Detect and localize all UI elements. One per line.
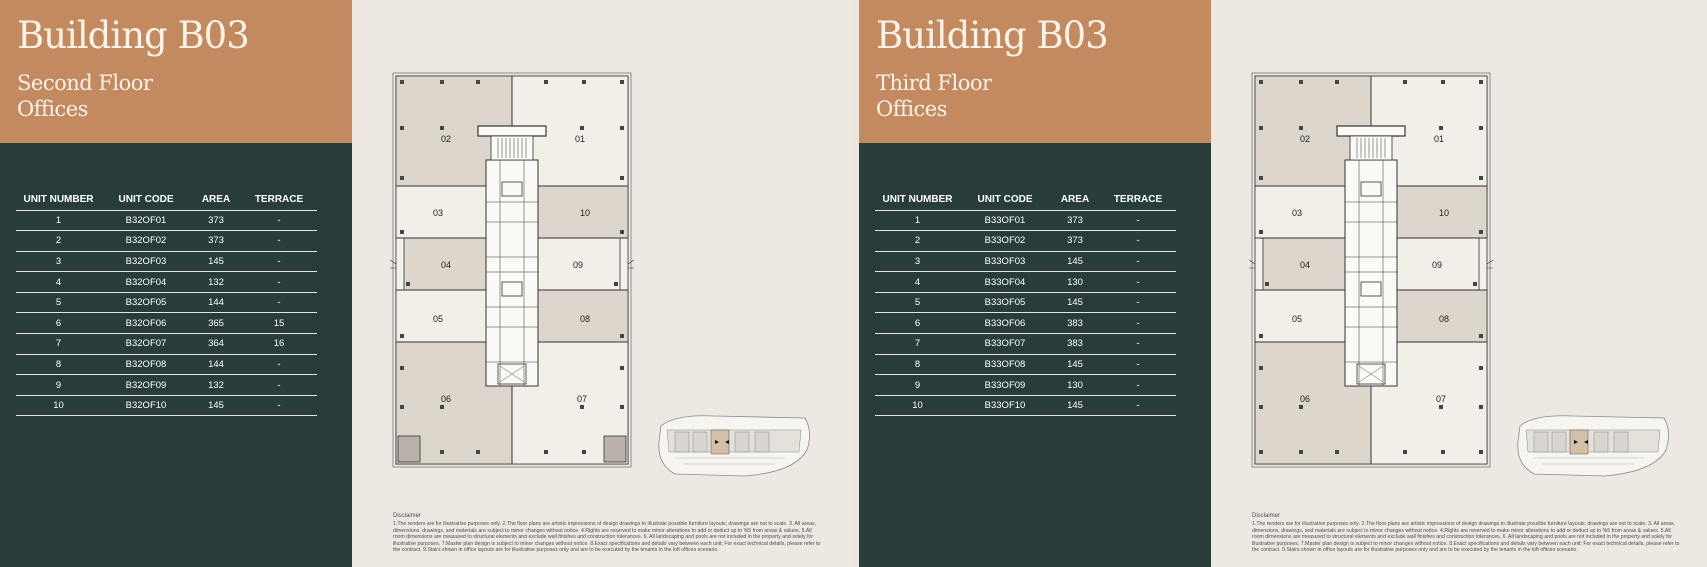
unit-number: 4: [875, 272, 960, 293]
unit-terrace: -: [241, 210, 317, 231]
unit-code: B32OF10: [101, 395, 191, 416]
unit-area: 383: [1050, 313, 1100, 334]
unit-number: 7: [16, 334, 101, 355]
col-unit-code: UNIT CODE: [101, 190, 191, 210]
building-core: [486, 160, 538, 386]
terrace-06: [398, 436, 420, 462]
unit-label-01: 01: [1433, 134, 1445, 144]
unit-terrace: -: [1100, 354, 1176, 375]
unit-table-header: [16, 190, 317, 210]
table-row: [16, 272, 317, 293]
unit-code: B33OF10: [960, 395, 1050, 416]
unit-code: B33OF02: [960, 231, 1050, 252]
floor-usage: Offices: [17, 97, 88, 121]
table-row: [16, 354, 317, 375]
building-core: [1345, 160, 1397, 386]
unit-code: B33OF09: [960, 375, 1050, 396]
unit-number: 8: [16, 354, 101, 375]
unit-terrace: -: [241, 231, 317, 252]
disclaimer-title: Disclaimer: [393, 513, 422, 519]
unit-area: 132: [191, 272, 241, 293]
unit-area: 130: [1050, 272, 1100, 293]
table-row: [875, 313, 1176, 334]
unit-label-07: 07: [576, 394, 588, 404]
unit-area: 373: [1050, 210, 1100, 231]
unit-number: 5: [16, 292, 101, 313]
unit-code: B32OF03: [101, 251, 191, 272]
unit-number: 6: [16, 313, 101, 334]
table-row: [16, 395, 317, 416]
unit-code: B32OF07: [101, 334, 191, 355]
unit-label-05: 05: [432, 314, 444, 324]
col-unit-code: UNIT CODE: [960, 190, 1050, 210]
unit-code: B33OF06: [960, 313, 1050, 334]
table-row: [875, 231, 1176, 252]
sidebar-panel: [859, 0, 1211, 567]
table-row: [16, 334, 317, 355]
unit-area: 145: [1050, 395, 1100, 416]
floor-name: Second Floor: [17, 71, 153, 95]
key-plan: [655, 412, 813, 480]
col-area: AREA: [191, 190, 241, 210]
col-unit-number: UNIT NUMBER: [16, 190, 101, 210]
unit-number: 2: [875, 231, 960, 252]
unit-area: 132: [191, 375, 241, 396]
col-terrace: TERRACE: [241, 190, 317, 210]
floor-subtitle: [876, 70, 992, 122]
unit-code: B32OF05: [101, 292, 191, 313]
unit-number: 10: [875, 395, 960, 416]
table-row: [16, 313, 317, 334]
unit-area: 144: [191, 292, 241, 313]
unit-code: B33OF01: [960, 210, 1050, 231]
unit-terrace: -: [1100, 395, 1176, 416]
unit-label-10: 10: [1438, 208, 1450, 218]
unit-area: 145: [1050, 251, 1100, 272]
unit-number: 1: [16, 210, 101, 231]
unit-terrace: -: [1100, 251, 1176, 272]
col-area: AREA: [1050, 190, 1100, 210]
unit-number: 5: [875, 292, 960, 313]
table-row: [875, 395, 1176, 416]
unit-terrace: -: [1100, 313, 1176, 334]
unit-label-04: 04: [440, 260, 452, 270]
table-row: [875, 251, 1176, 272]
header-band: [859, 0, 1211, 143]
unit-number: 7: [875, 334, 960, 355]
unit-terrace: -: [1100, 334, 1176, 355]
unit-area: 373: [191, 210, 241, 231]
unit-label-02: 02: [440, 134, 452, 144]
unit-area: 130: [1050, 375, 1100, 396]
unit-number: 10: [16, 395, 101, 416]
floor-name: Third Floor: [876, 71, 992, 95]
unit-area: 145: [1050, 354, 1100, 375]
floor-plan: [1249, 72, 1495, 472]
unit-label-01: 01: [574, 134, 586, 144]
disclaimer: [1252, 513, 1682, 554]
unit-code: B33OF08: [960, 354, 1050, 375]
floor-subtitle: [17, 70, 152, 122]
unit-number: 2: [16, 231, 101, 252]
unit-code: B33OF07: [960, 334, 1050, 355]
col-unit-number: UNIT NUMBER: [875, 190, 960, 210]
unit-table: [16, 190, 317, 416]
table-row: [16, 231, 317, 252]
unit-number: 3: [875, 251, 960, 272]
unit-terrace: -: [1100, 210, 1176, 231]
unit-label-05: 05: [1291, 314, 1303, 324]
table-row: [16, 292, 317, 313]
unit-area: 373: [191, 231, 241, 252]
brochure-page-second-floor: [0, 0, 853, 567]
unit-label-04: 04: [1299, 260, 1311, 270]
unit-label-07: 07: [1435, 394, 1447, 404]
table-row: [16, 375, 317, 396]
unit-terrace: -: [1100, 292, 1176, 313]
unit-terrace: 16: [241, 334, 317, 355]
unit-terrace: -: [241, 251, 317, 272]
unit-number: 3: [16, 251, 101, 272]
unit-code: B33OF03: [960, 251, 1050, 272]
unit-label-08: 08: [579, 314, 591, 324]
unit-table: [875, 190, 1176, 416]
unit-area: 145: [1050, 292, 1100, 313]
unit-code: B33OF04: [960, 272, 1050, 293]
floor-usage: Offices: [876, 97, 947, 121]
floor-plan: [390, 72, 636, 472]
unit-code: B32OF01: [101, 210, 191, 231]
col-terrace: TERRACE: [1100, 190, 1176, 210]
unit-number: 1: [875, 210, 960, 231]
unit-label-03: 03: [1291, 208, 1303, 218]
disclaimer-text: 1.The renders are for illustrative purposes only. 2.The floor plans are artistic impressions of design drawings to illustrate possible furniture layouts; drawings are not to scale. 3. All areas, dimensions, drawings, and materials are subject to minor changes without notice. 4.Rights are reserved to make minor alterations to add or deduct up to %5 from areas & values. 5.All room dimensions are measured to structural elements and exclude wall finishes and construction tolerances. 6. All landscaping and pools are not included in the property and solely for illustrative purposes. 7.Master plan design is subject to minor changes without notice. 8.Exact specifications and details vary between each unit; For exact technical details, please refer to the contract. 9.Stairs shown in office layouts are for illustrative purposes only and are to be executed by the tenants in the loft offices scenario.: [1252, 521, 1680, 554]
terrace-07: [604, 436, 626, 462]
unit-area: 365: [191, 313, 241, 334]
table-row: [875, 292, 1176, 313]
unit-terrace: -: [241, 272, 317, 293]
unit-number: 6: [875, 313, 960, 334]
unit-number: 9: [16, 375, 101, 396]
disclaimer-text: 1.The renders are for illustrative purposes only. 2.The floor plans are artistic impressions of design drawings to illustrate possible furniture layouts; drawings are not to scale. 3. All areas, dimensions, drawings, and materials are subject to minor changes without notice. 4.Rights are reserved to make minor alterations to add or deduct up to %5 from areas & values. 5.All room dimensions are measured to structural elements and exclude wall finishes and construction tolerances. 6. All landscaping and pools are not included in the property and solely for illustrative purposes. 7.Master plan design is subject to minor changes without notice. 8.Exact specifications and details vary between each unit; For exact technical details, please refer to the contract. 9.Stairs shown in office layouts are for illustrative purposes only and are to be executed by the tenants in the loft offices scenario.: [393, 521, 821, 554]
disclaimer: [393, 513, 823, 554]
unit-area: 373: [1050, 231, 1100, 252]
unit-label-10: 10: [579, 208, 591, 218]
unit-code: B32OF06: [101, 313, 191, 334]
unit-area: 145: [191, 251, 241, 272]
unit-terrace: -: [241, 354, 317, 375]
unit-table-header: [875, 190, 1176, 210]
unit-terrace: -: [241, 375, 317, 396]
unit-label-06: 06: [1299, 394, 1311, 404]
unit-terrace: -: [241, 395, 317, 416]
unit-code: B33OF05: [960, 292, 1050, 313]
unit-label-06: 06: [440, 394, 452, 404]
table-row: [16, 210, 317, 231]
unit-terrace: -: [1100, 272, 1176, 293]
table-row: [875, 375, 1176, 396]
unit-terrace: -: [241, 292, 317, 313]
unit-area: 144: [191, 354, 241, 375]
unit-terrace: -: [1100, 231, 1176, 252]
key-plan: [1514, 412, 1672, 480]
unit-number: 8: [875, 354, 960, 375]
table-row: [875, 210, 1176, 231]
table-row: [875, 272, 1176, 293]
header-band: [0, 0, 352, 143]
unit-code: B32OF02: [101, 231, 191, 252]
unit-area: 383: [1050, 334, 1100, 355]
disclaimer-title: Disclaimer: [1252, 513, 1281, 519]
unit-terrace: -: [1100, 375, 1176, 396]
unit-area: 364: [191, 334, 241, 355]
unit-label-02: 02: [1299, 134, 1311, 144]
table-row: [16, 251, 317, 272]
unit-terrace: 15: [241, 313, 317, 334]
unit-label-08: 08: [1438, 314, 1450, 324]
unit-area: 145: [191, 395, 241, 416]
building-title: Building B03: [17, 14, 249, 57]
unit-code: B32OF04: [101, 272, 191, 293]
unit-number: 9: [875, 375, 960, 396]
brochure-page-third-floor: [859, 0, 1707, 567]
unit-label-09: 09: [1431, 260, 1443, 270]
sidebar-panel: [0, 0, 352, 567]
unit-label-09: 09: [572, 260, 584, 270]
building-title: Building B03: [876, 14, 1108, 57]
table-row: [875, 354, 1176, 375]
unit-code: B32OF08: [101, 354, 191, 375]
table-row: [875, 334, 1176, 355]
unit-number: 4: [16, 272, 101, 293]
unit-code: B32OF09: [101, 375, 191, 396]
unit-label-03: 03: [432, 208, 444, 218]
